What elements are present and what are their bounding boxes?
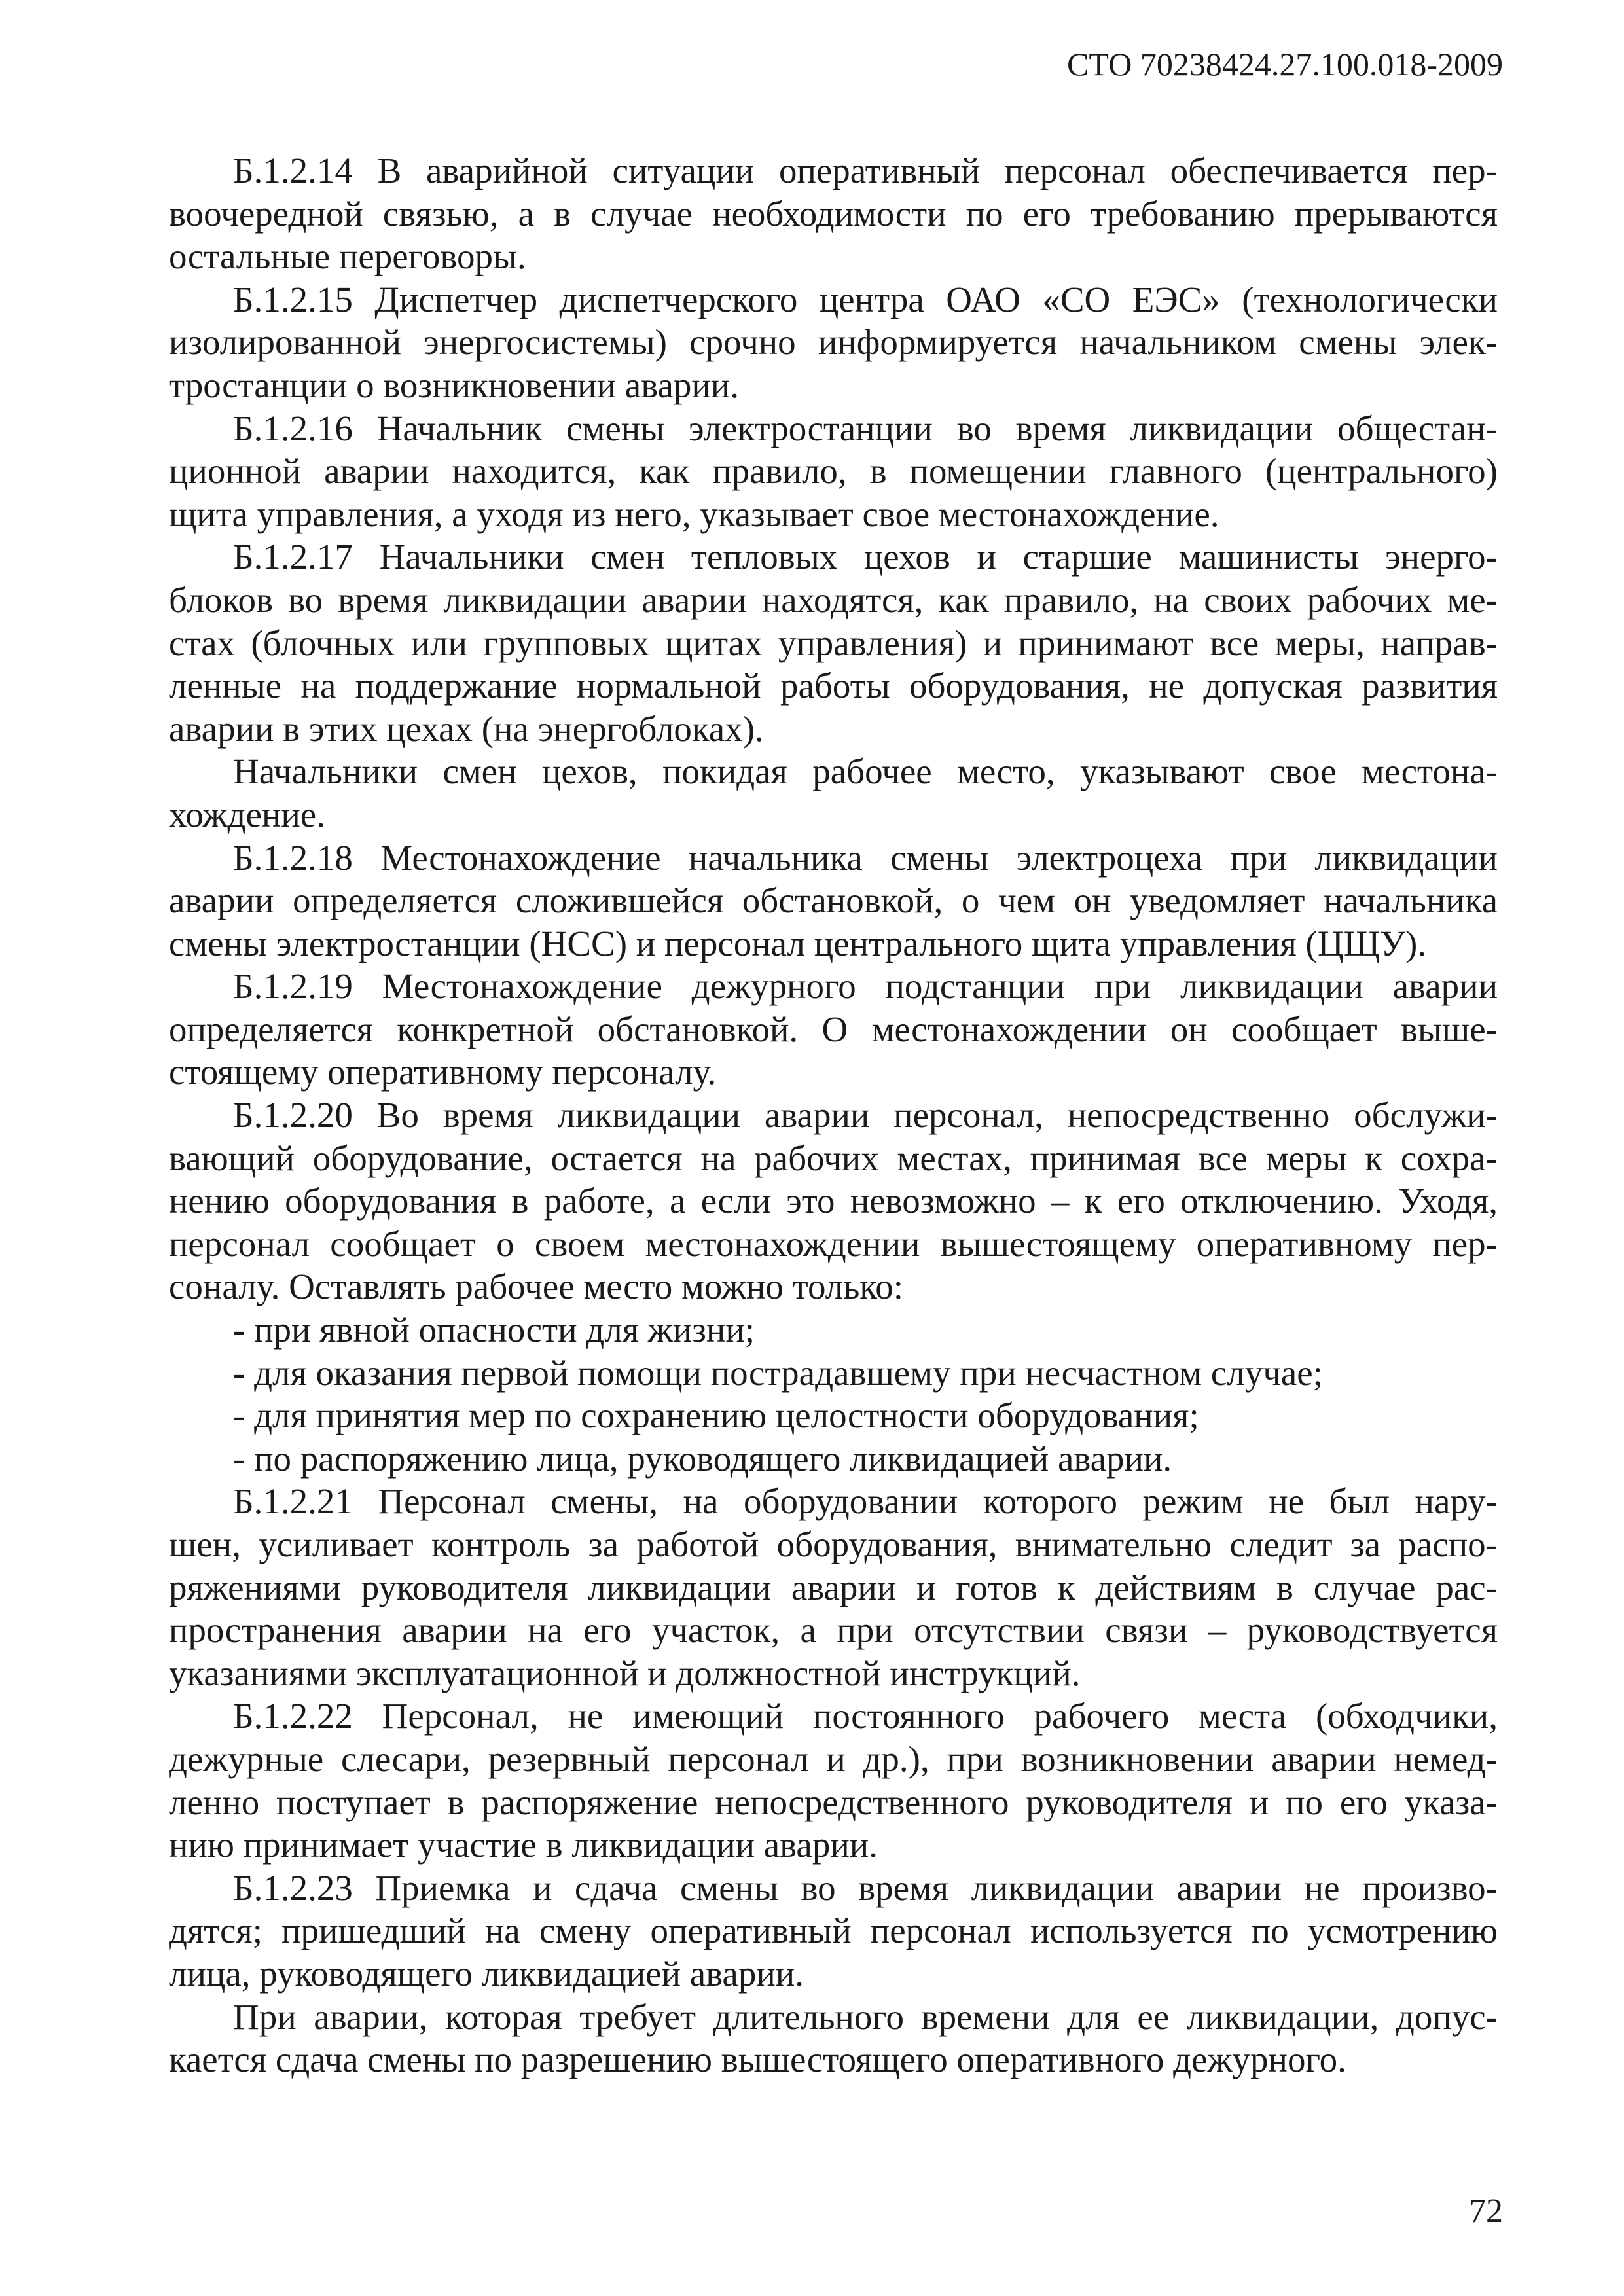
paragraph-line: щита управления, а уходя из него, указывает свое местонахождение. — [169, 493, 1219, 534]
paragraph-line: Б.1.2.17 Начальники смен тепловых цехов и старшие машинисты энерго- — [233, 537, 1498, 577]
paragraph-line: ционной аварии находится, как правило, в помещении главного (центрального) — [169, 451, 1498, 492]
list-item: - по распоряжению лица, руководящего ликвидацией аварии. — [233, 1438, 1172, 1479]
paragraph-line: нию принимает участие в ликвидации аварии. — [169, 1825, 878, 1865]
paragraph-line: Б.1.2.20 Во время ликвидации аварии персонал, непосредственно обслужи- — [233, 1095, 1498, 1136]
paragraph-line: При аварии, которая требует длительного времени для ее ликвидации, допус- — [233, 1996, 1498, 2037]
paragraph-line: пространения аварии на его участок, а при отсутствии связи – руководствуется — [169, 1610, 1498, 1651]
paragraph-line: блоков во время ликвидации аварии находятся, как правило, на своих рабочих ме- — [169, 579, 1498, 620]
paragraph-line: аварии определяется сложившейся обстановкой, о чем он уведомляет начальника — [169, 880, 1498, 921]
paragraph-line: Б.1.2.15 Диспетчер диспетчерского центра ОАО «СО ЕЭС» (технологически — [233, 279, 1498, 319]
list-item: - при явной опасности для жизни; — [233, 1310, 755, 1350]
paragraph-line: лица, руководящего ликвидацией аварии. — [169, 1953, 804, 1994]
paragraph-line: остальные переговоры. — [169, 236, 526, 277]
paragraph-line: ряжениями руководителя ликвидации аварии и готов к действиям в случае рас- — [169, 1567, 1498, 1607]
page-number: 72 — [1469, 2193, 1503, 2230]
paragraph-line: Б.1.2.18 Местонахождение начальника смены электроцеха при ликвидации — [233, 837, 1498, 878]
paragraph-line: аварии в этих цехах (на энергоблоках). — [169, 708, 764, 749]
paragraph-line: Б.1.2.23 Приемка и сдача смены во время ликвидации аварии не произво- — [233, 1867, 1498, 1908]
list-item: - для оказания первой помощи пострадавшему при несчастном случае; — [233, 1352, 1323, 1393]
document-code-header: СТО 70238424.27.100.018-2009 — [1067, 46, 1503, 82]
paragraph-line: Начальники смен цехов, покидая рабочее место, указывают свое местона- — [233, 751, 1498, 792]
paragraph-line: нению оборудования в работе, а если это невозможно – к его отключению. Уходя, — [169, 1181, 1498, 1221]
paragraph-line: указаниями эксплуатационной и должностной инструкций. — [169, 1653, 1081, 1693]
paragraph-line: ленные на поддержание нормальной работы оборудования, не допуская развития — [169, 666, 1498, 706]
paragraph-line: персонал сообщает о своем местонахождении вышестоящему оперативному пер- — [169, 1223, 1498, 1264]
paragraph-line: стах (блочных или групповых щитах управления) и принимают все меры, направ- — [169, 622, 1498, 663]
paragraph-line: хождение. — [169, 794, 325, 834]
paragraph-line: соналу. Оставлять рабочее место можно только: — [169, 1266, 903, 1307]
paragraph-line: тростанции о возникновении аварии. — [169, 365, 739, 405]
paragraph-line: стоящему оперативному персоналу. — [169, 1052, 717, 1092]
paragraph-line: Б.1.2.14 В аварийной ситуации оперативный персонал обеспечивается пер- — [233, 151, 1498, 190]
paragraph-line: вающий оборудование, остается на рабочих местах, принимая все меры к сохра- — [169, 1138, 1498, 1178]
paragraph-line: кается сдача смены по разрешению вышестоящего оперативного дежурного. — [169, 2039, 1346, 2080]
paragraph-line: Б.1.2.22 Персонал, не имеющий постоянного рабочего места (обходчики, — [233, 1696, 1498, 1736]
paragraph-line: Б.1.2.16 Начальник смены электростанции во время ликвидации общестан- — [233, 408, 1498, 448]
paragraph-line: изолированной энергосистемы) срочно информируется начальником смены элек- — [169, 322, 1498, 363]
paragraph-line: смены электростанции (НСС) и персонал центрального щита управления (ЦЩУ). — [169, 923, 1427, 963]
paragraph-line: шен, усиливает контроль за работой оборудования, внимательно следит за распо- — [169, 1524, 1498, 1564]
document-body — [169, 149, 1498, 2081]
paragraph-line: дятся; пришедший на смену оперативный персонал используется по усмотрению — [169, 1910, 1498, 1951]
paragraph-line: ленно поступает в распоряжение непосредственного руководителя и по его указа- — [169, 1782, 1498, 1822]
paragraph-line: Б.1.2.21 Персонал смены, на оборудовании которого режим не был нару- — [233, 1481, 1498, 1522]
paragraph-line: воочередной связью, а в случае необходимости по его требованию прерываются — [169, 193, 1498, 234]
paragraph-line: определяется конкретной обстановкой. О местонахождении он сообщает выше- — [169, 1009, 1498, 1049]
list-item: - для принятия мер по сохранению целостности оборудования; — [233, 1395, 1199, 1436]
paragraph-line: дежурные слесари, резервный персонал и др.), при возникновении аварии немед- — [169, 1738, 1498, 1779]
paragraph-line: Б.1.2.19 Местонахождение дежурного подстанции при ликвидации аварии — [233, 966, 1498, 1007]
